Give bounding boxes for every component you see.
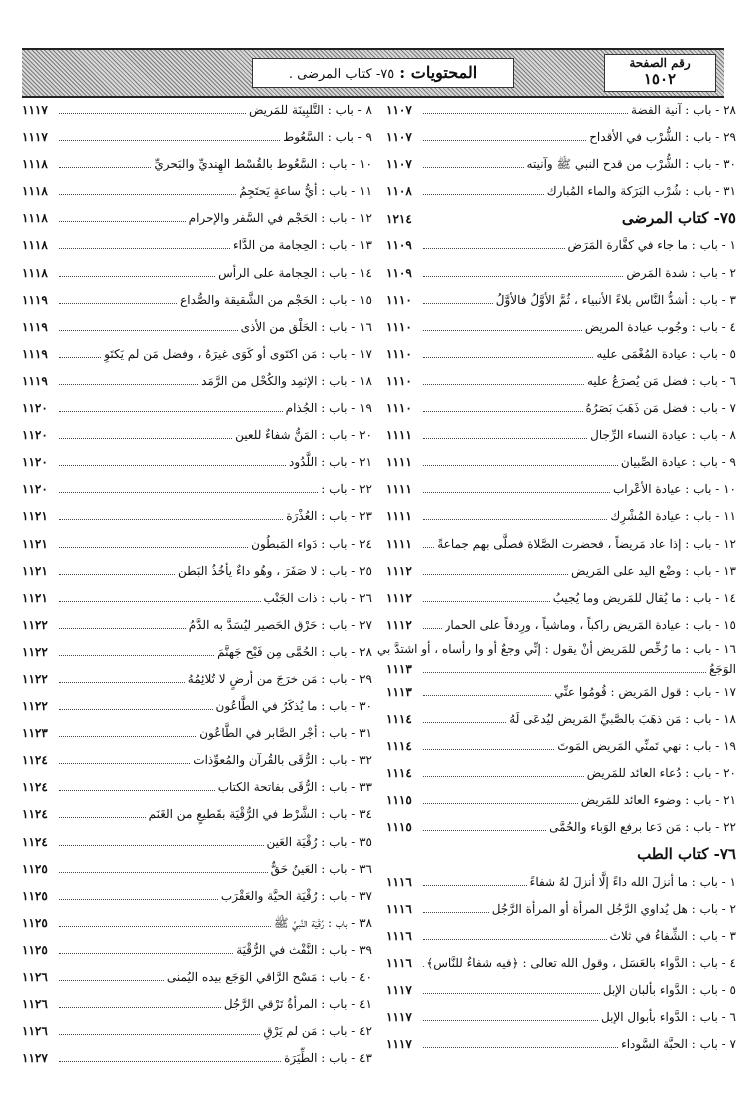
toc-entry-title: ٢٠ - باب : دُعاء العائد للمَريض [586, 766, 736, 781]
toc-entry-title: ٢٠ - باب : المَنُّ شفاءٌ للعين [235, 428, 372, 443]
title-main: المحتويات : [399, 63, 478, 82]
toc-entry [386, 260, 736, 287]
dot-leader [423, 214, 619, 223]
dot-leader [423, 104, 628, 114]
dot-leader [59, 890, 218, 900]
toc-page-number: ١١٠٩ [386, 265, 412, 280]
toc-entry [22, 341, 372, 368]
toc-entry [377, 639, 736, 679]
toc-page-number: ١١١١ [386, 428, 412, 443]
toc-entry [386, 1004, 736, 1031]
toc-page-number: ١١٢٤ [22, 834, 48, 849]
toc-left-column [22, 97, 372, 1072]
toc-entry [22, 232, 372, 259]
dot-leader [59, 1025, 260, 1035]
toc-entry [22, 314, 372, 341]
toc-entry-title: ٩ - باب : عيادة الصِّبيان [620, 455, 736, 470]
toc-page-number: ١١٠٧ [386, 130, 412, 145]
toc-entry-title: ٤ - باب : وجُوب عيادة المريض [584, 319, 736, 334]
toc-entry-title: ١٠ - باب : عيادة الأعْراب [612, 482, 736, 497]
dot-leader [423, 131, 586, 141]
toc-page-number: ١١٢٥ [22, 915, 48, 930]
toc-entry [22, 693, 372, 720]
toc-entry [22, 666, 372, 693]
toc-entry [386, 124, 736, 151]
toc-page-number: ١١١٦ [386, 874, 412, 889]
toc-page-number: ١١٢٣ [22, 726, 48, 741]
toc-entry [386, 178, 736, 205]
toc-entry-title: ٣٢ - باب : الرُّقَى بالقُرآن والمُعوِّذات [193, 753, 372, 768]
toc-page-number: ١١١٩ [22, 373, 48, 388]
toc-page-number: ١١١٣ [386, 661, 412, 676]
dot-leader [59, 158, 151, 168]
toc-entry [22, 829, 372, 856]
toc-entry [22, 585, 372, 612]
toc-entry [386, 896, 736, 923]
toc-entry [22, 205, 372, 232]
toc-page-number: ١١١٠ [386, 346, 412, 361]
toc-page-number: ١١١٩ [22, 292, 48, 307]
toc-entry [22, 883, 372, 910]
toc-entry [22, 124, 372, 151]
toc-entry-title: ٧ - باب : الحبَّة السَّوداء [621, 1037, 736, 1052]
toc-page-number: ١١٠٩ [386, 238, 412, 253]
toc-entry [386, 368, 736, 395]
toc-page-number: ١١١٤ [386, 739, 412, 754]
toc-page-number: ١١٢٤ [22, 780, 48, 795]
toc-entry [22, 422, 372, 449]
toc-page-number: ١١١٦ [386, 955, 412, 970]
toc-page-number: ١١١٧ [386, 1037, 412, 1052]
toc-page-number: ١١٢٠ [22, 428, 48, 443]
toc-page-number: ١١١٠ [386, 401, 412, 416]
dot-leader [59, 673, 185, 683]
dot-leader [59, 565, 175, 575]
toc-page-number: ١١٢٦ [22, 970, 48, 984]
toc-entry-title: ٣١ - باب : أجْر الصَّابر في الطَّاعُون [199, 726, 372, 741]
toc-entry [386, 706, 736, 733]
toc-page-number: ١١١١ [386, 482, 412, 497]
dot-leader [423, 767, 584, 777]
toc-page-number: ١١١٤ [386, 766, 412, 781]
dot-leader [423, 740, 554, 750]
toc-entry-title: ٢٤ - باب : دَواء المَبطُون [251, 536, 372, 551]
toc-entry-title: ١٤ - باب : الحِجامة على الرأس [218, 265, 372, 280]
toc-entry [22, 449, 372, 476]
toc-entry-title: ١ - باب : ما أنزلَ الله داءً إلَّا أنزلَ لهُ شفاءً [529, 874, 736, 889]
dot-leader [423, 510, 607, 520]
toc-entry-title: ٤ - باب : الدَّواء بالعَسَل ، وقول الله تعالى : ﴿فيه شفاءٌ للنَّاس﴾ [426, 955, 736, 970]
toc-entry [386, 679, 736, 706]
toc-page-number: ١١١٩ [22, 346, 48, 361]
toc-page-number: ١١١٠ [386, 319, 412, 334]
toc-entry [22, 991, 372, 1018]
toc-page-number: ١١١٥ [386, 793, 412, 808]
toc-entry-title: ٢٨ - باب : آنية الفضة [631, 103, 736, 117]
toc-page-number: ١١٢٠ [22, 482, 48, 497]
toc-entry-title: ٦ - باب : الدَّواء بأبوال الإبل [601, 1010, 736, 1024]
toc-entry [386, 97, 736, 124]
toc-page-number: ١١١٦ [386, 901, 412, 916]
dot-leader [423, 538, 434, 548]
toc-entry-title: ٢ - باب : هل يُداوي الرَّجُل المرأة أو المرأة الرَّجُل [491, 901, 736, 916]
toc-entry [22, 178, 372, 205]
toc-page-number: ١١٢٢ [22, 644, 48, 659]
dot-leader [423, 930, 607, 940]
toc-entry-title: ١٥ - باب : عيادة المَريض راكباً ، وماشياً ، ورِدفاً على الحمار [444, 617, 736, 632]
toc-section-heading [386, 205, 736, 232]
toc-entry [22, 639, 372, 666]
dot-leader [59, 538, 248, 548]
toc-page-number: ١١٠٨ [386, 184, 412, 199]
toc-page-number: ١١٢٠ [22, 455, 48, 470]
toc-entry-title: ٢ - باب : شدة المَرض [626, 265, 736, 280]
toc-entry-title: ٢٩ - باب : الشُّرْب في الأقداح [589, 130, 736, 145]
toc-entry-title: ٢٣ - باب : العُذْرَة [286, 509, 372, 524]
toc-page-number: ١١١١ [386, 536, 412, 551]
toc-page-number: ١١٢٢ [22, 671, 48, 686]
toc-page-number: ١١٢٥ [22, 942, 48, 957]
toc-entry [22, 1045, 372, 1072]
toc-entry-title: ٦ - باب : فضل مَن يُصرَعُ عليه [586, 373, 736, 388]
toc-entry [386, 612, 736, 639]
title-sub: ٧٥- كتاب المرضى . [288, 67, 395, 82]
dot-leader [59, 1052, 281, 1062]
dot-leader [59, 944, 233, 954]
toc-entry [386, 232, 736, 259]
toc-entry-title: ٢٢ - باب : مَن دَعا برفع الوَباء والحُمَّى [549, 820, 736, 835]
dot-leader [423, 294, 493, 304]
toc-entry [386, 1031, 736, 1058]
toc-page-number: ١١١١ [386, 455, 412, 470]
dot-leader [423, 821, 546, 831]
dot-leader [423, 663, 706, 673]
toc-page-number: ١١١٧ [22, 103, 48, 117]
dot-leader [59, 321, 238, 331]
toc-entry-title: ٥ - باب : عيادة المُغْمَى عليه [596, 346, 736, 361]
toc-page-number: ١١١٧ [22, 130, 48, 145]
toc-entry-title: ١٦ - باب : الحَلْق من الأذى [240, 319, 372, 334]
dot-leader [59, 375, 198, 385]
toc-entry-title: ٢٨ - باب : الحُمَّى مِن فَيْح جَهنَّمَ [217, 644, 372, 659]
toc-section-heading [386, 841, 736, 868]
toc-page-number: ١١٢٤ [22, 807, 48, 822]
toc-entry-title: ٣٣ - باب : الرُّقَى بفاتحة الكتاب [217, 780, 372, 795]
toc-entry-title: ٣٧ - باب : رُقْيَة الحيَّة والعَقْرَب [220, 888, 372, 903]
dot-leader [59, 917, 271, 927]
toc-entry-title: ١٣ - باب : وضْع اليد على المَريض [571, 563, 736, 578]
toc-entry-title: ٢١ - باب : اللَّدُود [289, 455, 372, 470]
toc-entry-title: ١٢ - باب : إذا عاد مَريضاً ، فحضرت الصَّلاة فصلَّى بهم جماعةً [437, 536, 736, 551]
toc-entry [22, 612, 372, 639]
dot-leader [59, 510, 283, 520]
toc-entry [386, 531, 736, 558]
toc-entry [22, 856, 372, 883]
toc-page-number: ١١١٢ [386, 590, 412, 605]
toc-page-number: ١١٢١ [22, 509, 48, 524]
toc-entry [386, 395, 736, 422]
toc-entry-title: ١١ - باب : أيُّ ساعةٍ يَحتَجِمُ [239, 184, 372, 199]
toc-entry-title: ٣٨ - باب : رُقْيَة النَّبيِّ ﷺ [273, 915, 372, 930]
dot-leader [59, 727, 196, 737]
toc-page-number: ١١٢٦ [22, 997, 48, 1012]
toc-page-number: ١١٠٧ [386, 157, 412, 172]
toc-page-number: ١١٢٠ [22, 401, 48, 416]
dot-leader [423, 592, 550, 602]
dot-leader [423, 158, 524, 168]
toc-page-number: ١١١٤ [386, 711, 412, 726]
toc-page-number: ١٢١٤ [386, 212, 412, 227]
toc-entry-title: ٣ - باب : الشِّفاءُ في ثلاث [609, 928, 736, 943]
toc-entry [386, 341, 736, 368]
toc-entry [386, 787, 736, 814]
dot-leader [423, 375, 584, 385]
dot-leader [59, 348, 101, 358]
toc-entry-title: ١٢ - باب : الحَجْم في السَّفر والإحرام [188, 211, 372, 226]
dot-leader [59, 131, 280, 141]
toc-entry-title: ٢٧ - باب : حَرْق الحَصير ليُسَدَّ به الدَّمُ [188, 617, 372, 632]
toc-page-number: ١١٢١ [22, 536, 48, 551]
dot-leader [423, 267, 623, 277]
toc-page-number: ١١١٨ [22, 238, 48, 253]
dot-leader [423, 713, 506, 723]
toc-entry [22, 964, 372, 991]
toc-entry [386, 585, 736, 612]
toc-entry-title: ١٩ - باب : الجُذام [285, 401, 372, 416]
toc-entry-title: ١٦ - باب : ما رُخِّص للمَريض أنْ يقول : إنِّي وجعٌ أو وا رأساه ، أو اشتدَّ بي [377, 641, 736, 656]
toc-page-number: ١١٢١ [22, 563, 48, 578]
dot-leader [423, 402, 583, 412]
toc-entry [386, 950, 736, 977]
toc-page-number: ١١١٧ [386, 982, 412, 997]
toc-entry-title: ٢٥ - باب : لا صَفَرَ ، وهُو داءٌ يأخُذُ البَطن [178, 563, 372, 578]
toc-entry [22, 97, 372, 124]
toc-entry-title: ٣١ - باب : شُرْب البَرَكة والماء المُبارك [546, 184, 736, 199]
toc-entry [386, 733, 736, 760]
toc-entry-title: ١٠ - باب : السَّعُوط بالقُسْط الهِنديِّ والبَحريِّ [154, 157, 372, 172]
toc-entry [22, 503, 372, 530]
toc-entry [22, 774, 372, 801]
dot-leader [59, 808, 146, 818]
dot-leader [423, 348, 593, 358]
dot-leader [59, 646, 214, 656]
dot-leader [59, 212, 186, 222]
toc-entry [22, 531, 372, 558]
toc-entry-title: ٧٥- كتاب المرضى [621, 209, 736, 228]
toc-entry-title: ٣٩ - باب : النَّفْث في الرُّقْيَة [236, 942, 372, 957]
dot-leader [59, 294, 177, 304]
dot-leader [423, 429, 587, 439]
toc-entry-title: ٤٢ - باب : مَن لم يَرْقِ [263, 1024, 372, 1039]
dot-leader [59, 592, 261, 602]
dot-leader [59, 456, 286, 466]
dot-leader [423, 1011, 598, 1021]
dot-leader [59, 700, 213, 710]
dot-leader [423, 876, 527, 886]
toc-entry [386, 476, 736, 503]
toc-page-number: ١١١٨ [22, 265, 48, 280]
dot-leader [423, 686, 551, 696]
toc-entry-title: ١٨ - باب : الإثمِد والكُحْل من الرَّمَد [201, 373, 372, 388]
toc-entry [386, 977, 736, 1004]
toc-entry-title: ٥ - باب : الدَّواء بألبان الإبل [602, 982, 736, 997]
dot-leader [423, 850, 634, 859]
toc-page-number: ١١٢٤ [22, 753, 48, 768]
page-header [22, 48, 724, 98]
toc-entry-title: ٣٠ - باب : ما يُذكَرُ في الطَّاعُون [215, 699, 372, 714]
toc-entry [22, 937, 372, 964]
toc-entry-title: ٩ - باب : السَّعُوط [283, 130, 372, 145]
toc-entry [386, 503, 736, 530]
toc-entry-title: ٤١ - باب : المرأةُ تَرْقي الرَّجُل [223, 997, 372, 1012]
page-number-label: رقم الصفحة [629, 56, 691, 70]
toc-page-number: ١١٢٥ [22, 888, 48, 903]
toc-entry-title: ٣٤ - باب : الشَّرْط في الرُّقْيَة بقَطيعٍ من الغَنَم [148, 807, 372, 822]
toc-entry [22, 151, 372, 178]
dot-leader [423, 794, 578, 804]
toc-page-number: ١١٢٧ [22, 1051, 48, 1066]
toc-page-number: ١١٢١ [22, 590, 48, 605]
toc-entry [22, 287, 372, 314]
toc-page-number: ١١١٨ [22, 211, 48, 226]
toc-entry [386, 760, 736, 787]
toc-entry [22, 747, 372, 774]
toc-page-number: ١١٢٦ [22, 1024, 48, 1039]
toc-entry-title: ٨ - باب : التَّلبِينَة للمَريض [248, 103, 372, 117]
toc-page-number: ١١١٥ [386, 820, 412, 835]
toc-page-number: ١١١٩ [22, 319, 48, 334]
toc-entry [22, 476, 372, 503]
toc-entry-title: ١٨ - باب : مَن ذهَبَ بالصَّبيِّ المَريض ليُدعَى لَهُ [509, 711, 736, 726]
toc-page-number: ١١١٠ [386, 373, 412, 388]
dot-leader [59, 754, 190, 764]
toc-entry-title: ٢١ - باب : وضوء العائد للمَريض [580, 793, 736, 808]
dot-leader [423, 321, 582, 331]
toc-entry-title: ٤٠ - باب : مَسْح الرَّاقي الوَجَع بيده اليُمنى [166, 970, 372, 984]
toc-entry [22, 910, 372, 937]
toc-entry [386, 314, 736, 341]
contents-title [252, 58, 514, 88]
toc-entry [386, 814, 736, 841]
dot-leader [59, 971, 164, 981]
toc-entry-title: ١٣ - باب : الحِجامة من الدَّاء [233, 238, 372, 253]
toc-entry-title: ٧ - باب : فضل مَن ذَهَبَ بَصَرُهُ [585, 401, 736, 416]
toc-page-number: ١١١٠ [386, 292, 412, 307]
toc-entry-title: ٧٦- كتاب الطب [637, 845, 736, 864]
toc-page-number: ١١٠٧ [386, 103, 412, 117]
dot-leader [423, 903, 489, 913]
toc-page-number: ١١٢٢ [22, 617, 48, 632]
toc-entry [386, 869, 736, 896]
toc-page-number: ١١٢٥ [22, 861, 48, 876]
dot-leader [59, 863, 268, 873]
toc-entry-title: ٢٢ - باب : [321, 482, 372, 497]
toc-entry [386, 449, 736, 476]
toc-entry-title: ٨ - باب : عيادة النساء الرِّجال [590, 428, 736, 443]
toc-entry-title: ٣٥ - باب : رُقْيَة العَين [266, 834, 372, 849]
toc-entry [22, 395, 372, 422]
toc-page-number: ١١١٨ [22, 184, 48, 199]
toc-entry [386, 151, 736, 178]
dot-leader [423, 185, 544, 195]
toc-entry-title: ١٥ - باب : الحَجْم من الشَّقيقة والصُّداع [180, 292, 372, 307]
toc-entry-title: ٢٦ - باب : ذات الجَنْب [263, 590, 372, 605]
toc-page-number: ١١١٧ [386, 1010, 412, 1024]
toc-entry [22, 368, 372, 395]
toc-page-number: ١١١٣ [386, 684, 412, 699]
dot-leader [423, 483, 610, 493]
toc-page-number: ١١١٦ [386, 928, 412, 943]
toc-entry-title: ٣٠ - باب : الشُّرْب من قدح النبي ﷺ وآنيته [526, 157, 736, 172]
dot-leader [423, 456, 618, 466]
page-number-box [604, 54, 716, 92]
toc-entry [386, 923, 736, 950]
dot-leader [59, 836, 264, 846]
toc-entry-title: ٢٩ - باب : مَن خرَجَ من أرضٍ لا تُلائِمُهُ [187, 671, 372, 686]
toc-page-number: ١١٢٢ [22, 699, 48, 714]
page-number-value: ١٥٠٢ [643, 70, 677, 88]
toc-entry-title: ١١ - باب : عيادة المُشْرِك [610, 509, 736, 524]
toc-entry [22, 720, 372, 747]
toc-entry-title: ١٩ - باب : نهي تَمنِّي المَريض المَوتَ [557, 739, 736, 754]
dot-leader [59, 429, 232, 439]
toc-entry [22, 801, 372, 828]
toc-page-number: ١١١١ [386, 509, 412, 524]
toc-entry [386, 287, 736, 314]
toc-page-number: ١١١٨ [22, 157, 48, 172]
dot-leader [59, 781, 215, 791]
dot-leader [423, 565, 568, 575]
dot-leader [59, 104, 246, 114]
dot-leader [59, 267, 215, 277]
dot-leader [423, 239, 565, 249]
dot-leader [423, 984, 600, 994]
toc-entry [386, 422, 736, 449]
dot-leader [59, 185, 236, 195]
toc-entry [22, 260, 372, 287]
dot-leader [59, 619, 186, 629]
toc-entry-title: ١ - باب : ما جاء في كفَّارة المَرَض [567, 238, 736, 253]
dot-leader [59, 239, 230, 249]
dot-leader [59, 998, 221, 1008]
dot-leader [59, 483, 318, 493]
toc-entry-title-continued: الوَجَعُ [709, 661, 736, 676]
dot-leader [423, 1038, 618, 1048]
dot-leader [423, 619, 442, 629]
toc-right-column [377, 97, 736, 1058]
toc-page-number: ١١١٢ [386, 563, 412, 578]
toc-entry [22, 558, 372, 585]
toc-page-number: ١١١٢ [386, 617, 412, 632]
toc-entry [386, 558, 736, 585]
toc-entry-title: ١٧ - باب : مَن اكتَوى أو كَوَى غيرَهُ ، وفضل مَن لم يَكتَوِ [104, 346, 372, 361]
toc-entry-title: ١٤ - باب : ما يُقال للمَريض وما يُجيبُ [552, 590, 736, 605]
toc-entry-title: ٤٣ - باب : الطِّيَرَة [284, 1051, 372, 1066]
dot-leader [59, 402, 283, 412]
toc-entry-title: ٣٦ - باب : العَينُ حَقٌّ [270, 861, 372, 876]
toc-entry-title: ٣ - باب : أشدُّ النَّاس بلاءً الأنبياء ، ثُمَّ الأوَّلُ فالأوَّلُ [495, 292, 736, 307]
toc-entry-title: ١٧ - باب : قول المَريض : قُومُوا عنِّي [554, 684, 736, 699]
toc-entry [22, 1018, 372, 1045]
